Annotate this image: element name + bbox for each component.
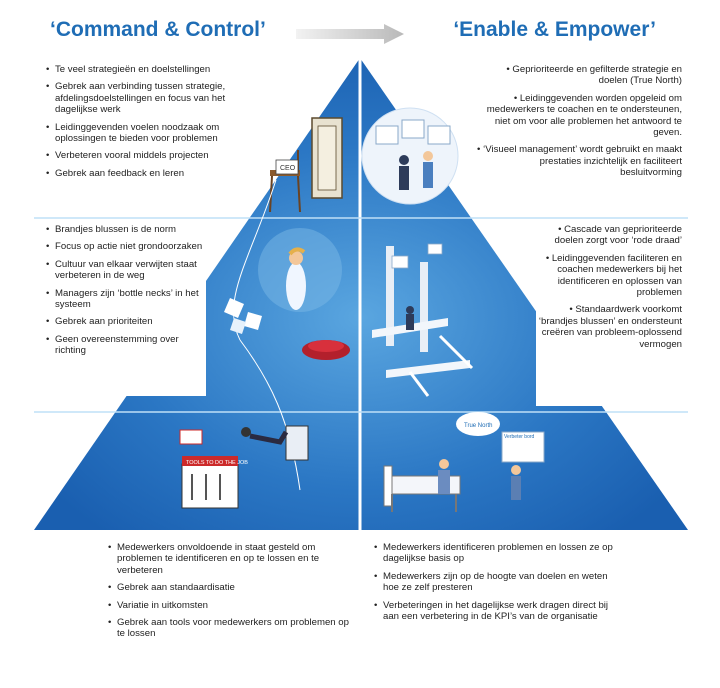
enable-empower-title: ‘Enable & Empower’ (453, 18, 656, 41)
ceo-sign-label: CEO (280, 165, 296, 172)
list-item: • Standaardwerk voorkomt ‘brandjes blussen’ en ondersteunt creëren van probleem-oplossend vermogen (536, 304, 682, 350)
list-item: • Cultuur van elkaar verwijten staat verbeteren in de weg (46, 259, 206, 282)
command-control-bottom-list (108, 542, 358, 652)
list-item: • Medewerkers zijn op de hoogte van doelen en weten hoe ze zelf presteren (374, 571, 624, 594)
enable-empower-middle-list (536, 224, 682, 406)
list-item: • Leidinggevenden worden opgeleid om medewerkers te coachen en te ondersteunen, niet om voor alle problemen het antwoord te geven. (476, 93, 682, 139)
list-item: • Gebrek aan prioriteiten (46, 316, 206, 327)
command-control-title: ‘Command & Control’ (50, 18, 266, 41)
list-item: • Geen overeenstemming over richting (46, 334, 206, 357)
list-item: • Managers zijn ‘bottle necks’ in het systeem (46, 288, 206, 311)
list-item: • Leidinggevenden voelen noodzaak om oplossingen te bieden voor problemen (46, 122, 254, 145)
list-item: • Gebrek aan feedback en leren (46, 168, 254, 179)
list-item: • Leidinggevenden faciliteren en coachen medewerkers bij het identificeren en oplossen van problemen (536, 253, 682, 299)
visual-management-illustration (362, 108, 458, 204)
list-item: • Gebrek aan standaardisatie (108, 582, 358, 593)
tools-sign-label: TOOLS TO DO THE JOB (186, 460, 248, 466)
true-north-bubble-label: True North (464, 423, 493, 429)
list-item: • Focus op actie niet grondoorzaken (46, 241, 206, 252)
list-item: • Medewerkers onvoldoende in staat gesteld om problemen te identificeren en op te lossen en te verbeteren (108, 542, 358, 576)
list-item: • Cascade van geprioriteerde doelen zorgt voor ‘rode draad’ (536, 224, 682, 247)
list-item: • Verbeteren vooral middels projecten (46, 150, 254, 161)
list-item: • Te veel strategieën en doelstellingen (46, 64, 254, 75)
verbeter-bord-label: Verbeter bord (504, 434, 535, 440)
command-control-top-list (46, 64, 254, 192)
enable-empower-bottom-list (374, 542, 624, 652)
list-item: • ‘Visueel management’ wordt gebruikt en maakt prestaties inzichtelijk en faciliteert besluitvorming (476, 144, 682, 178)
list-item: • Verbeteringen in het dagelijkse werk dragen direct bij aan een verbetering in de KPI’s van de organisatie (374, 600, 624, 623)
list-item: • Brandjes blussen is de norm (46, 224, 206, 235)
list-item: • Variatie in uitkomsten (108, 600, 358, 611)
list-item: • Geprioriteerde en gefilterde strategie en doelen (True North) (476, 64, 682, 87)
list-item: • Medewerkers identificeren problemen en lossen ze op dagelijkse basis op (374, 542, 624, 565)
enable-empower-top-list (476, 64, 682, 194)
command-control-middle-list (46, 224, 206, 396)
list-item: • Gebrek aan tools voor medewerkers om problemen op te lossen (108, 617, 358, 640)
list-item: • Gebrek aan verbinding tussen strategie, afdelingsdoelstellingen en focus van het dagelijkse werk (46, 81, 254, 115)
